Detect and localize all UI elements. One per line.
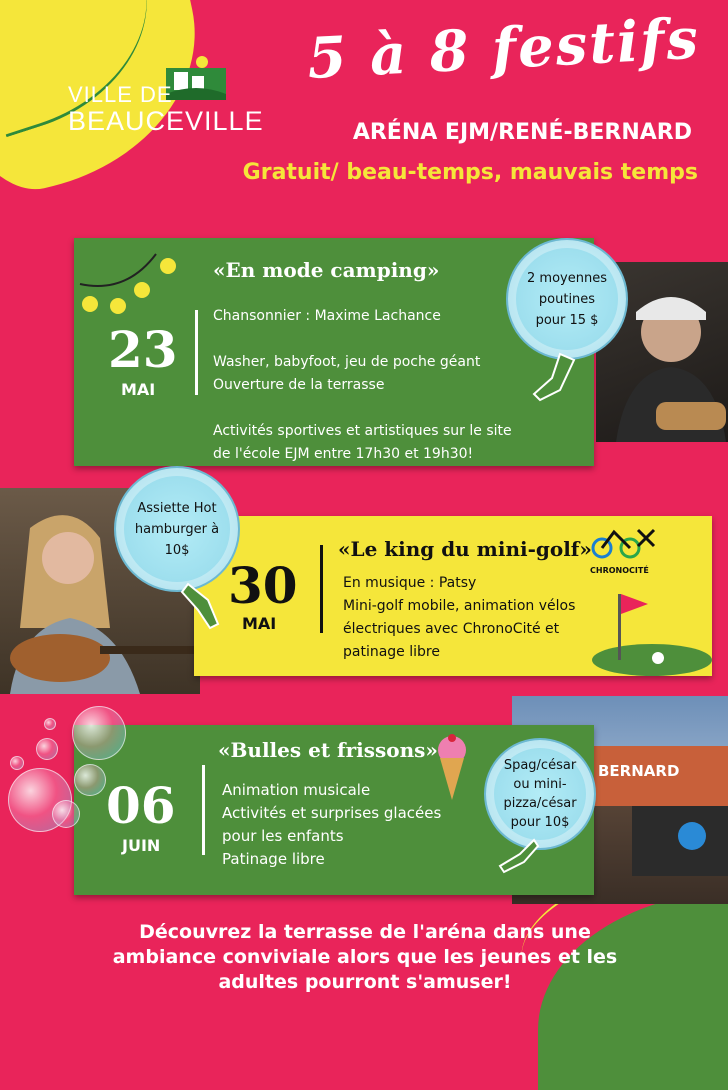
event-day: 23 (108, 320, 178, 379)
footer-line: ambiance conviviale alors que les jeunes et les (112, 946, 618, 968)
page-title: 5 à 8 festifs (305, 5, 702, 93)
offer-line: pour 10$ (510, 815, 570, 830)
offer-line: 10$ (164, 542, 190, 558)
divider (202, 765, 205, 855)
city-logo (68, 60, 264, 140)
bubble-decor (72, 706, 126, 760)
footer-line: Découvrez la terrasse de l'aréna dans une (139, 921, 591, 943)
event-month: MAI (121, 380, 156, 399)
detail-line (213, 397, 533, 420)
free-subtitle: Gratuit/ beau-temps, mauvais temps (242, 160, 698, 185)
detail-line: de l'école EJM entre 17h30 et 19h30! (213, 446, 474, 462)
offer-line: Assiette Hot (137, 500, 217, 516)
bubble-decor (36, 738, 58, 760)
chronocite-bike-icon (590, 522, 660, 562)
detail-line: électriques avec ChronoCité et (343, 621, 560, 637)
detail-line (213, 328, 533, 351)
serving-hand-icon (530, 350, 580, 410)
divider (195, 310, 198, 395)
serving-hand-icon (178, 580, 222, 632)
offer-line: ou mini- (513, 777, 567, 792)
bubble-decor (10, 756, 24, 770)
food-offer-plate (484, 738, 596, 850)
event-day: 30 (228, 556, 298, 615)
chronocite-label: CHRONOCITÉ (590, 566, 649, 575)
detail-line: pour les enfants (222, 827, 344, 845)
offer-line: Spag/césar (503, 758, 577, 773)
string-lights-icon (76, 244, 186, 324)
event-day: 06 (106, 776, 176, 835)
venue-subtitle: ARÉNA EJM/RENÉ-BERNARD (352, 120, 692, 145)
event-title: «Le king du mini-golf» (338, 537, 592, 561)
ice-cream-icon (432, 734, 472, 804)
offer-line: pour 15 $ (535, 312, 599, 328)
divider (320, 545, 323, 633)
bubble-decor (44, 718, 56, 730)
detail-line: Activités et surprises glacées (222, 804, 442, 822)
detail-line: Washer, babyfoot, jeu de poche géant (213, 354, 481, 370)
detail-line: En musique : Patsy (343, 575, 477, 591)
detail-line: patinage libre (343, 644, 440, 660)
detail-line: Ouverture de la terrasse (213, 377, 385, 393)
logo-line1: VILLE DE (68, 82, 173, 107)
food-offer-plate (506, 238, 628, 360)
event-month: MAI (242, 614, 277, 633)
offer-line: 2 moyennes (527, 270, 607, 286)
detail-line: Animation musicale (222, 781, 371, 799)
detail-line: Activités sportives et artistiques sur le site (213, 423, 512, 439)
footer-line: adultes pourront s'amuser! (218, 971, 512, 993)
event-title: «Bulles et frissons» (218, 738, 438, 762)
detail-line: Patinage libre (222, 850, 325, 868)
offer-line: poutines (538, 291, 596, 307)
bubble-decor (74, 764, 106, 796)
arena-sign: BERNARD (598, 762, 680, 780)
bubble-decor (52, 800, 80, 828)
serving-hand-icon (494, 836, 540, 876)
event-details (343, 572, 593, 664)
offer-line: hamburger à (134, 521, 220, 537)
event-month: JUIN (122, 836, 161, 855)
offer-line: pizza/césar (503, 796, 577, 811)
golf-green-icon (590, 590, 720, 680)
detail-line: Mini-golf mobile, animation vélos (343, 598, 576, 614)
event-title: «En mode camping» (213, 258, 440, 282)
food-offer-plate (114, 466, 240, 592)
logo-line2: BEAUCEVILLE (68, 106, 264, 136)
footer-message (70, 920, 660, 995)
event-details (213, 305, 533, 466)
detail-line: Chansonnier : Maxime Lachance (213, 308, 441, 324)
